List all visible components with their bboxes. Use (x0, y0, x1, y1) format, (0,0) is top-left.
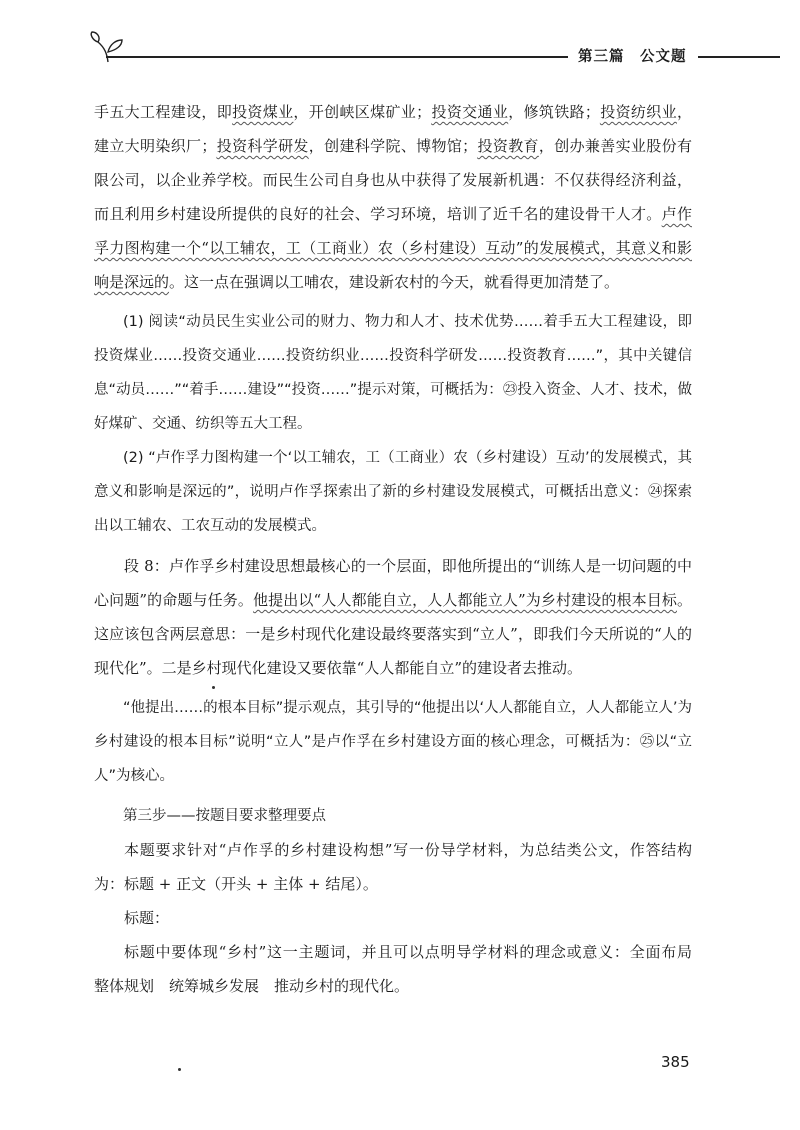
underlined-phrase: 卢作孚力图构建一个“以工辅农，工（工商业）农（乡村建设）互动”的发展模式，其意义和影响是深远的 (94, 205, 692, 291)
text-run: ，建立大明染织厂； (94, 103, 692, 155)
underlined-phrase: 投资教育 (477, 137, 539, 155)
running-header (88, 30, 788, 70)
text-run: 。这一点在强调以工哺农，建设新农村的今天，就看得更加清楚了。 (169, 273, 620, 291)
text-run: 。这应该包含两层意思：一是乡村现代化建设最终要落实到“立人”，即我们今天所说的“人的现代化”。二是乡村现代化建设又要依靠“人人都能自立”的建设者去推动。 (94, 591, 693, 677)
text-run: 手五大工程建设，即 (94, 103, 233, 121)
text-run: ，修筑铁路； (508, 103, 600, 121)
page-number: 385 (661, 1053, 690, 1071)
page-body (94, 95, 708, 1003)
underlined-phrase: 投资纺织业 (599, 103, 677, 121)
scan-speck (212, 686, 215, 689)
paragraph-1 (94, 95, 692, 299)
paragraph-9: 标题中要体现“乡村”这一主题词，并且可以点明导学材料的理念或意义：全面布局 整体规划 统筹城乡发展 推动乡村的现代化。 (94, 943, 708, 995)
paragraph-2: (1) 阅读“动员民生实业公司的财力、物力和人才、技术优势……着手五大工程建设，即投资煤业……投资交通业……投资纺织业……投资科学研发……投资教育……”，其中关键信息“动员……”“着手……建设”“投资……”提示对策，可概括为：㉓投入资金、人才、技术，做好煤矿、交通、纺织等五大工程。 (94, 314, 692, 432)
text-run: ，开创峡区煤矿业； (293, 103, 432, 121)
underlined-phrase: 投资科学研发 (216, 137, 309, 155)
text-run: ，创办兼善实业股份有限公司，以企业养学校。而民生公司自身也从中获得了发展新机遇：不仅获得经济利益，而且利用乡村建设所提供的良好的社会、学习环境，培训了近千名的建设骨干人才。 (94, 137, 692, 223)
header-rule-right (698, 56, 780, 58)
text-run: ，创建科学院、博物馆； (308, 137, 478, 155)
leaf-sprout-icon (88, 30, 128, 64)
underlined-phrase: 他提出以“人人都能自立，人人都能立人”为乡村建设的根本目标 (253, 591, 677, 609)
step-heading: 第三步——按题目要求整理要点 (123, 808, 326, 824)
paragraph-7: 本题要求针对“卢作孚的乡村建设构想”写一份导学材料，为总结类公文，作答结构为：标题 + 正文（开头 + 主体 + 结尾）。 (94, 841, 692, 893)
underlined-phrase: 投资交通业 (431, 103, 509, 121)
paragraph-3: (2) “卢作孚力图构建一个‘以工辅农，工（工商业）农（乡村建设）互动’的发展模式，其意义和影响是深远的”，说明卢作孚探索出了新的乡村建设发展模式，可概括出意义：㉔探索出以工辅农、工农互动的发展模式。 (94, 450, 692, 534)
section-title: 第三篇 公文题 (578, 49, 687, 65)
scan-speck (178, 1068, 181, 1071)
paragraph-5: “他提出……的根本目标”提示观点，其引导的“他提出以‘人人都能自立，人人都能立人’为乡村建设的根本目标”说明“立人”是卢作孚在乡村建设方面的核心理念，可概括为：㉕以“立人”为核心。 (94, 700, 692, 784)
title-label: 标题： (124, 909, 170, 927)
underlined-phrase: 投资煤业 (232, 103, 294, 121)
paragraph-4 (94, 549, 692, 685)
header-rule-left (106, 56, 568, 58)
text-run: 段 8：卢作孚乡村建设思想最核心的一个层面，即他所提出的“训练人是一切问题的中心问题”的命题与任务。 (94, 557, 692, 609)
